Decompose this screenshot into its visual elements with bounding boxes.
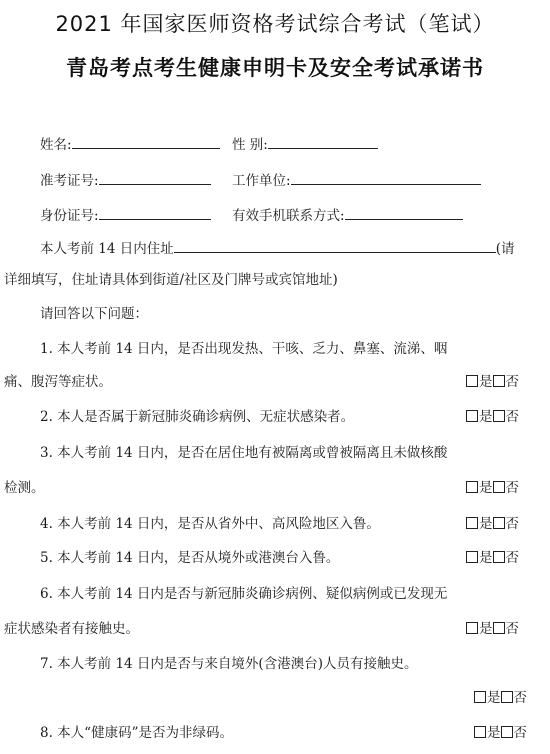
address-row xyxy=(40,238,515,259)
work-unit-row xyxy=(232,170,481,191)
checkbox-icon[interactable] xyxy=(466,551,478,563)
question-5-yes[interactable]: 是 xyxy=(466,548,493,568)
address-note-open: (请 xyxy=(495,241,515,257)
question-1-no[interactable]: 否 xyxy=(493,372,520,392)
id-no-row xyxy=(40,205,211,226)
question-8-answer xyxy=(474,723,527,743)
question-1-line2: 痛、腹泻等症状。 xyxy=(4,374,112,390)
instruction: 请回答以下问题： xyxy=(40,306,148,322)
question-7-no[interactable]: 否 xyxy=(501,688,528,708)
question-3-answer xyxy=(466,478,519,498)
checkbox-icon[interactable] xyxy=(466,481,478,493)
gender-label: 性 别: xyxy=(232,137,268,153)
checkbox-icon[interactable] xyxy=(493,517,505,529)
question-2-yes[interactable]: 是 xyxy=(466,407,493,427)
exam-no-row xyxy=(40,170,211,191)
question-2-answer xyxy=(466,407,519,427)
gender-row xyxy=(232,134,378,155)
question-8-line1: 8. 本人“健康码”是否为非绿码。 xyxy=(40,725,233,741)
checkbox-icon[interactable] xyxy=(466,517,478,529)
question-6-answer xyxy=(466,619,519,639)
work-unit-field[interactable] xyxy=(291,170,481,185)
exam-no-field[interactable] xyxy=(99,170,211,185)
checkbox-icon[interactable] xyxy=(493,481,505,493)
checkbox-icon[interactable] xyxy=(474,691,486,703)
checkbox-icon[interactable] xyxy=(501,691,513,703)
question-5-line1: 5. 本人考前 14 日内，是否从境外或港澳台入鲁。 xyxy=(40,550,340,566)
checkbox-icon[interactable] xyxy=(493,410,505,422)
question-8-no[interactable]: 否 xyxy=(501,723,528,743)
question-3-no[interactable]: 否 xyxy=(493,478,520,498)
checkbox-icon[interactable] xyxy=(466,622,478,634)
phone-field[interactable] xyxy=(345,205,463,220)
question-6-line2: 症状感染者有接触史。 xyxy=(4,621,139,637)
question-1-answer xyxy=(466,372,519,392)
phone-row xyxy=(232,205,463,226)
form-title-line1: 2021 年国家医师资格考试综合考试（笔试） xyxy=(55,12,495,36)
gender-field[interactable] xyxy=(268,134,378,149)
name-row xyxy=(40,134,220,155)
id-no-label: 身份证号: xyxy=(40,208,99,224)
question-4-yes[interactable]: 是 xyxy=(466,514,493,534)
checkbox-icon[interactable] xyxy=(493,375,505,387)
question-3-line1: 3. 本人考前 14 日内，是否在居住地有被隔离或曾被隔离且未做核酸 xyxy=(40,445,448,461)
question-6-line1: 6. 本人考前 14 日内是否与新冠肺炎确诊病例、疑似病例或已发现无 xyxy=(40,586,448,602)
checkbox-icon[interactable] xyxy=(466,375,478,387)
question-7-answer xyxy=(474,688,527,708)
question-4-line1: 4. 本人考前 14 日内，是否从省外中、高风险地区入鲁。 xyxy=(40,516,380,532)
question-7-line1: 7. 本人考前 14 日内是否与来自境外(含港澳台)人员有接触史。 xyxy=(40,656,418,672)
checkbox-icon[interactable] xyxy=(501,726,513,738)
address-note: 详细填写，住址请具体到街道/社区及门牌号或宾馆地址) xyxy=(4,272,338,288)
question-3-yes[interactable]: 是 xyxy=(466,478,493,498)
address-field[interactable] xyxy=(174,238,496,253)
question-2-no[interactable]: 否 xyxy=(493,407,520,427)
question-6-yes[interactable]: 是 xyxy=(466,619,493,639)
work-unit-label: 工作单位: xyxy=(232,173,291,189)
question-1-line1: 1. 本人考前 14 日内，是否出现发热、干咳、乏力、鼻塞、流涕、咽 xyxy=(40,341,448,357)
question-7-yes[interactable]: 是 xyxy=(474,688,501,708)
address-label: 本人考前 14 日内住址 xyxy=(40,241,174,257)
question-3-line2: 检测。 xyxy=(4,480,45,496)
question-6-no[interactable]: 否 xyxy=(493,619,520,639)
checkbox-icon[interactable] xyxy=(474,726,486,738)
phone-label: 有效手机联系方式: xyxy=(232,208,345,224)
checkbox-icon[interactable] xyxy=(466,410,478,422)
checkbox-icon[interactable] xyxy=(493,622,505,634)
question-4-no[interactable]: 否 xyxy=(493,514,520,534)
name-field[interactable] xyxy=(72,134,220,149)
question-5-answer xyxy=(466,548,519,568)
question-2-line1: 2. 本人是否属于新冠肺炎确诊病例、无症状感染者。 xyxy=(40,409,355,425)
question-1-yes[interactable]: 是 xyxy=(466,372,493,392)
question-5-no[interactable]: 否 xyxy=(493,548,520,568)
exam-no-label: 准考证号: xyxy=(40,173,99,189)
name-label: 姓名: xyxy=(40,137,72,153)
id-no-field[interactable] xyxy=(99,205,211,220)
checkbox-icon[interactable] xyxy=(493,551,505,563)
question-4-answer xyxy=(466,514,519,534)
question-8-yes[interactable]: 是 xyxy=(474,723,501,743)
form-title-line2: 青岛考点考生健康申明卡及安全考试承诺书 xyxy=(66,56,484,80)
